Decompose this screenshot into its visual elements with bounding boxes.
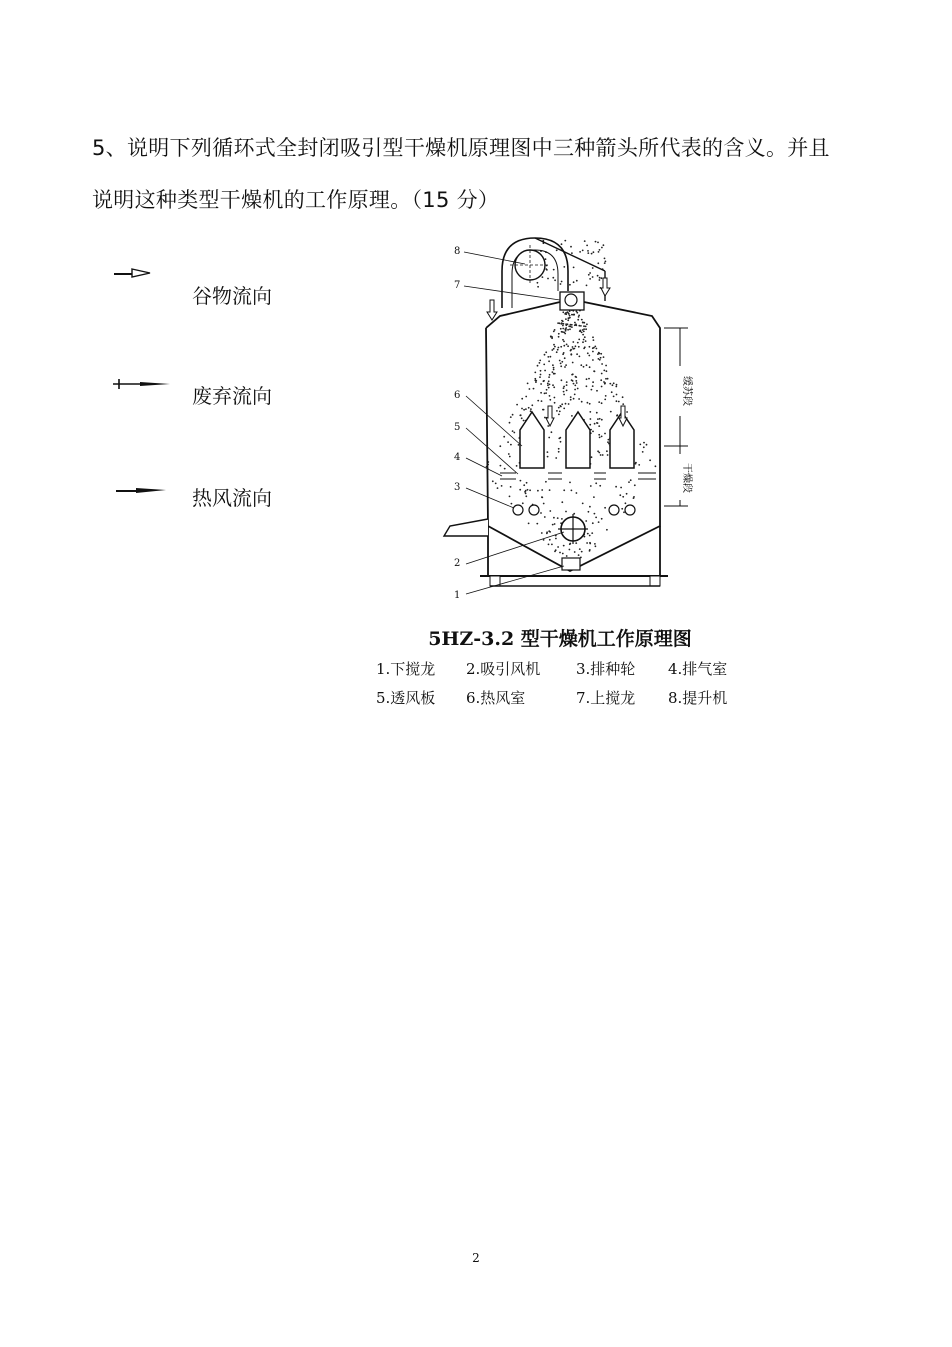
section-upper-label: 缓苏段 xyxy=(681,376,692,406)
part-number-7: 7 xyxy=(454,280,461,291)
caption-line-1 xyxy=(376,658,727,679)
legend-label-waste: 废弃流向 xyxy=(192,384,272,408)
caption-item: 8.提升机 xyxy=(668,689,728,707)
part-number-labels xyxy=(454,246,460,601)
caption-item: 3.排种轮 xyxy=(576,660,636,678)
part-number-3: 3 xyxy=(454,482,461,493)
page-number: 2 xyxy=(472,1251,480,1265)
side-chute xyxy=(444,519,488,536)
caption-item: 1.下搅龙 xyxy=(376,660,436,678)
caption-item: 6.热风室 xyxy=(466,689,526,707)
waste-flow-arrow-icon xyxy=(110,372,180,402)
part-number-2: 2 xyxy=(454,558,461,569)
dryer-diagram xyxy=(440,236,710,608)
part-number-1: 1 xyxy=(454,590,461,601)
dryer-diagram-svg xyxy=(440,236,710,608)
section-lower-label: 干燥段 xyxy=(681,463,692,493)
question-line-1: 5、说明下列循环式全封闭吸引型干燥机原理图中三种箭头所代表的含义。并且 xyxy=(92,136,830,160)
grain-flow-arrow-icon xyxy=(110,262,170,292)
question-line-2: 说明这种类型干燥机的工作原理。（15 分） xyxy=(92,188,500,212)
part-number-8: 8 xyxy=(454,246,461,257)
caption-item: 7.上搅龙 xyxy=(576,689,636,707)
part-number-4: 4 xyxy=(454,452,461,463)
part-number-6: 6 xyxy=(454,390,461,401)
question-text xyxy=(92,122,882,226)
caption-item: 4.排气室 xyxy=(668,660,728,678)
hot-air-arrow-icon xyxy=(110,474,180,504)
perforated-plates xyxy=(500,473,656,479)
hot-air-chambers xyxy=(520,412,634,468)
legend-label-hot-air: 热风流向 xyxy=(192,486,272,510)
legend-label-grain: 谷物流向 xyxy=(192,284,272,308)
caption-line-2 xyxy=(376,687,727,708)
part-number-5: 5 xyxy=(454,422,461,433)
caption-item: 2.吸引风机 xyxy=(466,660,541,678)
caption-item: 5.透风板 xyxy=(376,689,436,707)
lower-auger-box xyxy=(562,558,580,570)
figure-caption-title: 5HZ-3.2 型干燥机工作原理图 xyxy=(428,628,692,650)
